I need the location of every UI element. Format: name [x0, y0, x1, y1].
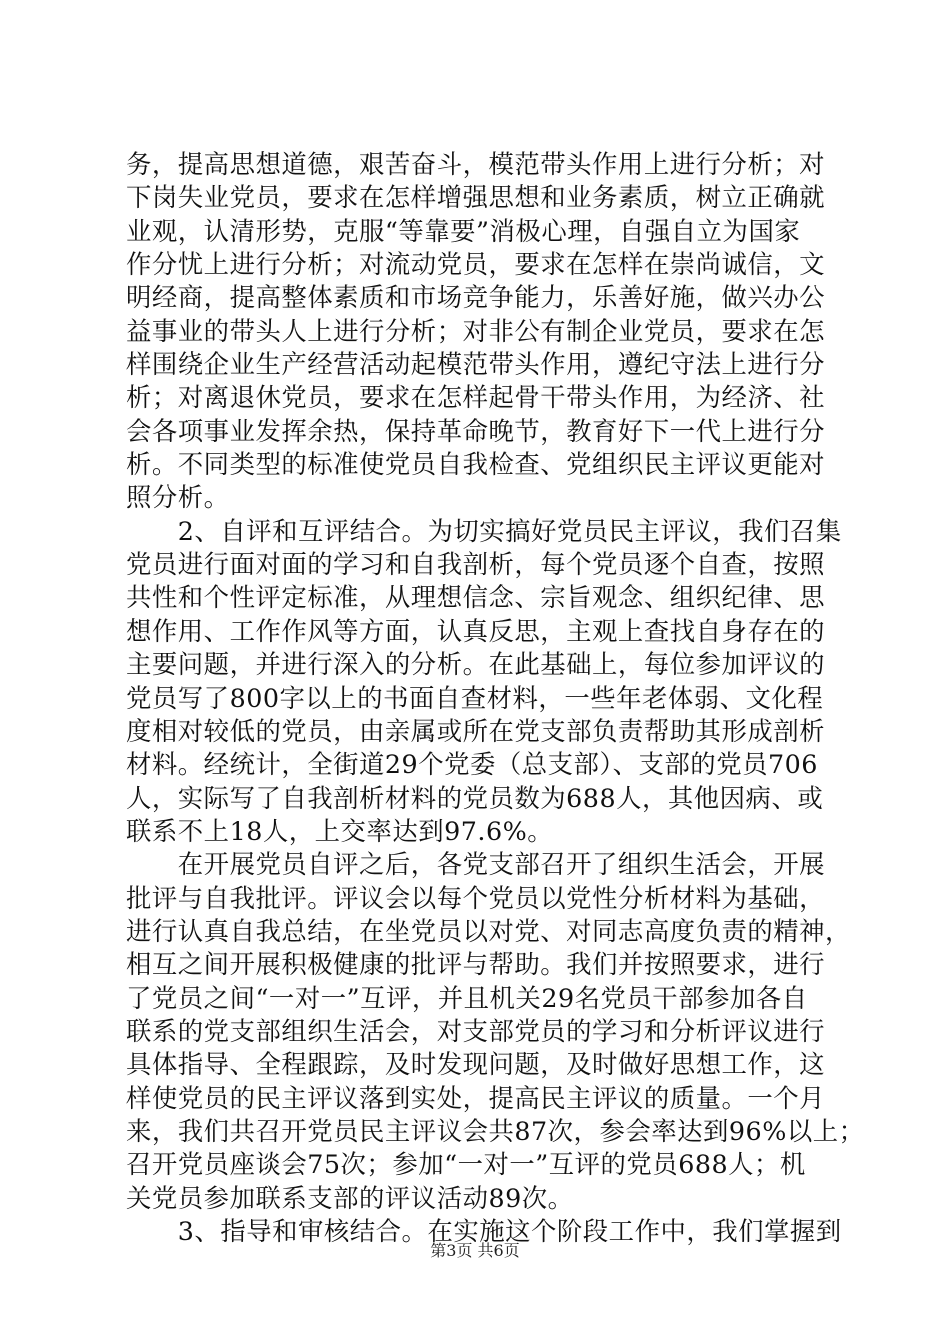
text-line: 具体指导、全程跟踪，及时发现问题，及时做好思想工作，这 — [126, 1049, 826, 1080]
text-line: 作分忧上进行分析；对流动党员，要求在怎样在崇尚诚信，文 — [126, 249, 826, 280]
text-line: 进行认真自我总结，在坐党员以对党、对同志高度负责的精神， — [126, 915, 851, 946]
text-line: 益事业的带头人上进行分析；对非公有制企业党员，要求在怎 — [126, 315, 826, 346]
text-line: 主要问题，并进行深入的分析。在此基础上，每位参加评议的 — [126, 649, 826, 680]
text-line: 了党员之间“一对一”互评，并且机关29名党员干部参加各自 — [126, 982, 808, 1013]
text-line: 党员进行面对面的学习和自我剖析，每个党员逐个自查，按照 — [126, 549, 826, 580]
text-line: 析。不同类型的标准使党员自我检查、党组织民主评议更能对 — [126, 449, 826, 480]
text-line: 样使党员的民主评议落到实处，提高民主评议的质量。一个月 — [126, 1082, 826, 1113]
text-line: 共性和个性评定标准，从理想信念、宗旨观念、组织纪律、思 — [126, 582, 826, 613]
text-line: 联系的党支部组织生活会，对支部党员的学习和分析评议进行 — [126, 1015, 826, 1046]
text-line: 析；对离退休党员，要求在怎样起骨干带头作用，为经济、社 — [126, 382, 826, 413]
text-line: 下岗失业党员，要求在怎样增强思想和业务素质，树立正确就 — [126, 182, 826, 213]
text-line: 材料。经统计，全街道29个党委（总支部）、支部的党员706 — [126, 749, 818, 780]
text-line: 批评与自我批评。评议会以每个党员以党性分析材料为基础， — [126, 882, 826, 913]
text-line: 在开展党员自评之后，各党支部召开了组织生活会，开展 — [126, 849, 826, 880]
page-number-label: 第3页 共6页 — [430, 1241, 520, 1260]
text-line: 务，提高思想道德，艰苦奋斗，模范带头作用上进行分析；对 — [126, 149, 826, 179]
text-line: 样围绕企业生产经营活动起模范带头作用，遵纪守法上进行分 — [126, 349, 826, 380]
text-line: 人，实际写了自我剖析材料的党员数为688人，其他因病、或 — [126, 782, 824, 813]
text-line: 度相对较低的党员，由亲属或所在党支部负责帮助其形成剖析 — [126, 715, 826, 746]
page-footer — [0, 1241, 950, 1261]
text-line: 2、自评和互评结合。为切实搞好党员民主评议，我们召集 — [126, 515, 842, 546]
text-line: 党员写了800字以上的书面自查材料，一些年老体弱、文化程 — [126, 682, 824, 713]
text-line: 联系不上18人，上交率达到97.6%。 — [126, 815, 554, 846]
text-line: 业观，认清形势，克服“等靠要”消极心理，自强自立为国家 — [126, 215, 801, 246]
text-line: 照分析。 — [126, 482, 230, 513]
text-line: 想作用、工作作风等方面，认真反思，主观上查找自身存在的 — [126, 615, 826, 646]
text-line: 召开党员座谈会75次；参加“一对一”互评的党员688人；机 — [126, 1149, 806, 1180]
body-text — [126, 148, 865, 1248]
text-line: 明经商，提高整体素质和市场竞争能力，乐善好施，做兴办公 — [126, 282, 826, 313]
text-line: 3、指导和审核结合。在实施这个阶段工作中，我们掌握到 — [126, 1216, 842, 1246]
text-line: 来，我们共召开党员民主评议会共87次，参会率达到96%以上； — [126, 1115, 865, 1146]
text-line: 相互之间开展积极健康的批评与帮助。我们并按照要求，进行 — [126, 949, 826, 980]
text-line: 关党员参加联系支部的评议活动89次。 — [126, 1182, 574, 1213]
text-line: 会各项事业发挥余热，保持革命晚节，教育好下一代上进行分 — [126, 415, 826, 446]
